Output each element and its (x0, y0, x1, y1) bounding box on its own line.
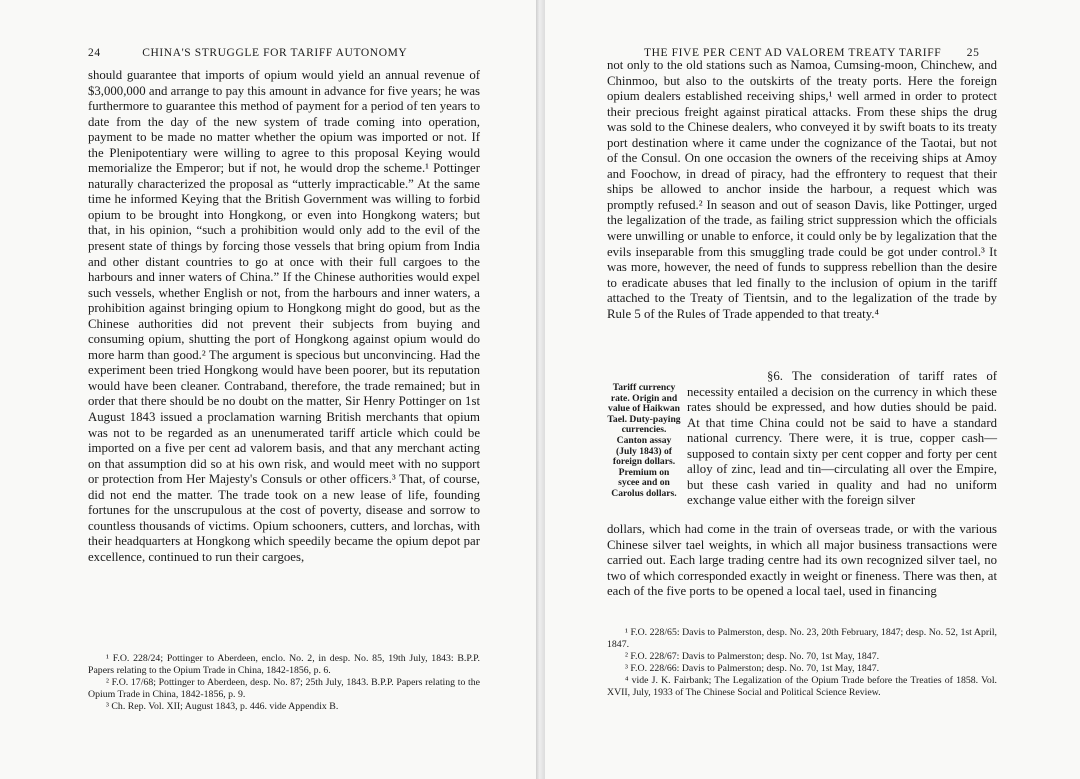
right-running-title: THE FIVE PER CENT AD VALOREM TREATY TARIFF (644, 47, 942, 59)
left-footnote-1: ¹ F.O. 228/24; Pottinger to Aberdeen, enclo. No. 2, in desp. No. 85, 19th July, 1843: B.P.P. Papers relating to the Opium Trade in China, 1842-1856, p. 6. (88, 653, 480, 676)
right-footnote-3: ³ F.O. 228/66: Davis to Palmerston; desp. No. 70, 1st May, 1847. (625, 663, 880, 674)
book-gutter (536, 0, 545, 779)
left-footnote-2: ² F.O. 17/68; Pottinger to Aberdeen, desp. No. 87; 25th July, 1843. B.P.P. Papers relating to the Opium Trade in China, 1842-1856, p. 9. (88, 677, 480, 700)
right-footnote-1: ¹ F.O. 228/65: Davis to Palmerston, desp. No. 23, 20th February, 1847; desp. No. 52, 1st April, 1847. (607, 627, 997, 650)
section-6-paragraph: §6. The consideration of tariff rates of necessity entailed a decision on the currency in which these rates should be expressed, and how duties should be paid. At that time China could not be said to have a standard national currency. There were, it is true, copper cash—supposed to contain sixty per cent copper and forty per cent alloy of zinc, lead and tin—circulating all over the Empire, but these cash varied in quality and had no uniform exchange value either with the foreign silver (687, 369, 997, 508)
left-running-title: CHINA'S STRUGGLE FOR TARIFF AUTONOMY (142, 47, 408, 59)
margin-note: Tariff currency rate. Origin and value of Haikwan Tael. Duty-paying currencies. Canton assay (July 1843) of foreign dollars. Premium on sycee and on Carolus dollars. (607, 382, 681, 499)
left-page-number: 24 (88, 47, 101, 59)
right-body-text: not only to the old stations such as Namoa, Cumsing-moon, Chinchew, and Chinmoo, but also to the outskirts of the treaty ports. Here the foreign opium dealers established receiving ships,¹ well armed in order to protect their precious freight against piratical attacks. From these ships the drug was sold to the Chinese dealers, who conveyed it by swift boats to its treaty port destination where it came under the cognizance of the Taotai, but not of the Consul. On one occasion the owners of the receiving ships at Amoy and Foochow, in dread of piracy, had the effrontery to request that their ships be allowed to anchor inside the harbour, a request which was promptly refused.² In season and out of season Davis, like Pottinger, urged the legalization of the trade, as failing strict suppression which the officials were unwilling or unable to enforce, it could only be by legalization that the evils inseparable from this smuggling trade could be got under control.³ It was more, however, the need of funds to suppress rebellion than the desire to eradicate abuses that led finally to the inclusion of opium in the tariff attached to the Treaty of Tientsin, and to the legalization of the trade by Rule 5 of the Rules of Trade appended to that treaty.⁴ (607, 58, 997, 321)
right-footnote-4: ⁴ vide J. K. Fairbank; The Legalization of the Opium Trade before the Treaties of 1858. Vol. XVII, July, 1933 of The Chinese Social and Political Science Review. (607, 675, 997, 698)
section-6-continuation: dollars, which had come in the train of overseas trade, or with the various Chinese silver tael weights, in which all major business transactions were carried out. Each large trading centre had its own recognized silver tael, no two of which corresponded exactly in weight or fineness. There was then, at each of the five ports to be opened a local tael, used in financing (607, 522, 997, 599)
left-page (0, 0, 536, 779)
left-footnote-3: ³ Ch. Rep. Vol. XII; August 1843, p. 446. vide Appendix B. (106, 701, 339, 712)
right-page (545, 0, 1080, 779)
section-6 (607, 369, 997, 509)
left-footnotes (88, 653, 480, 713)
right-footnotes (607, 627, 997, 699)
left-running-head (88, 47, 407, 59)
right-page-number: 25 (966, 47, 980, 59)
left-body-text: should guarantee that imports of opium would yield an annual revenue of $3,000,000 and arrange to pay this amount in advance for five years; he was furthermore to guarantee this method of payment for a period of ten years to date from the day of the new system of trade coming into operation, payment to be made no matter whether the opium was imported or not. If the Plenipotentiary were willing to agree to this proposal Keying would memorialize the Emperor; but if not, he would drop the scheme.¹ Pottinger naturally characterized the proposal as “utterly impracticable.” At the same time he informed Keying that the British Government was willing to forbid opium to be brought into Hongkong, or even into Hongkong waters; but that, in his opinion, “such a prohibition would only add to the evil of the present state of things by forcing those vessels that bring opium from India and other distant countries to go at once with their full cargoes to the harbours and inner waters of China.” If the Chinese authorities would expel such vessels, whether English or not, from the harbours and inner waters, a prohibition against bringing opium to Hongkong might do good, but as the Chinese authorities did not prevent their subjects from buying and consuming opium, shutting the port of Hongkong against opium would do more harm than good.² The argument is specious but unconvincing. Had the experiment been tried Hongkong would have been poorer, but its reputation would have been cleaner. Contraband, therefore, the trade remained; but in order that there should be no doubt on the matter, Sir Henry Pottinger on 1st August 1843 issued a proclamation warning British merchants that opium was not to be regarded as an unenumerated tariff article which could be imported on a five per cent ad valorem basis, and that any merchant acting on that assumption did so at his own risk, and would meet with no support or protection from Her Majesty's Consuls or other officers.³ That, of course, did not end the matter. The trade took on a new lease of life, founding fortunes for the unscrupulous at the cost of poverty, disease and sorrow to countless thousands of victims. Opium schooners, cutters, and lorchas, with their headquarters at Hongkong which speedily became the opium depot par excellence, continued to run their cargoes, (88, 68, 480, 564)
right-footnote-2: ² F.O. 228/67: Davis to Palmerston; desp. No. 70, 1st May, 1847. (625, 651, 880, 662)
